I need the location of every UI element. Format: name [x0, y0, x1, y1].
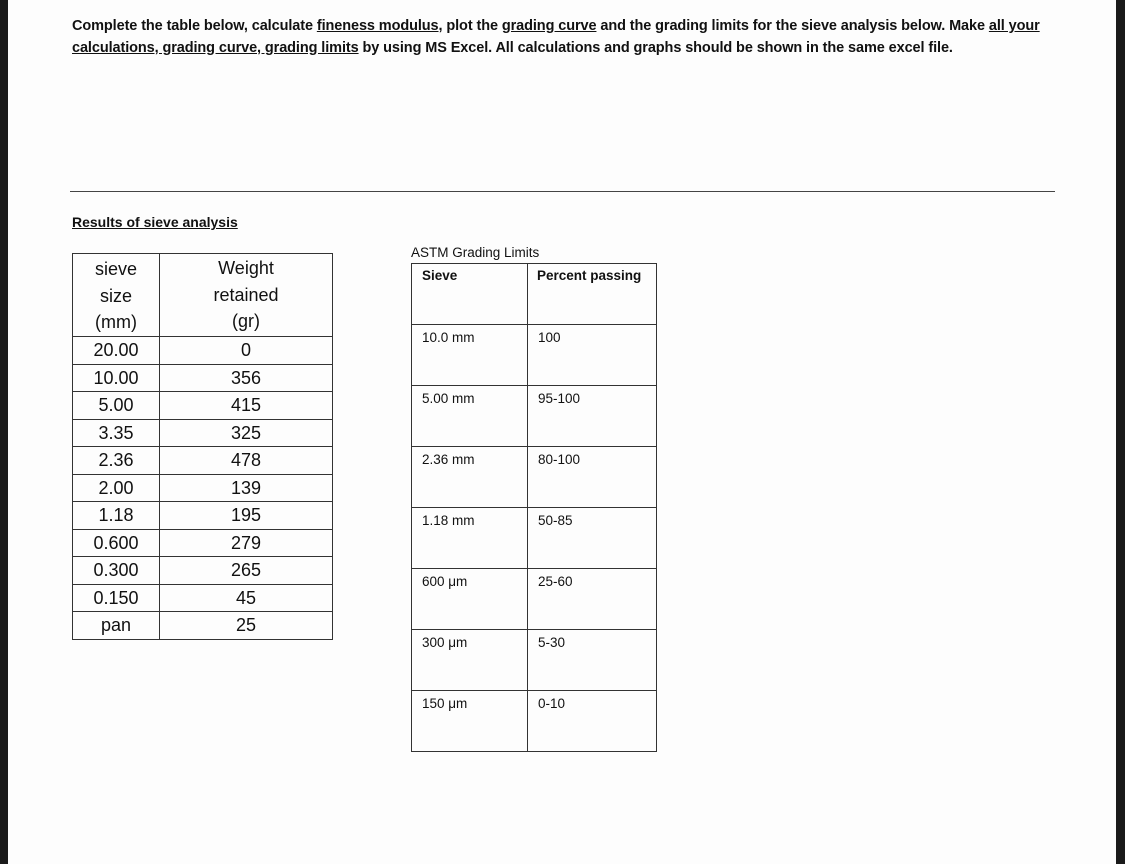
percent-passing-cell: 0-10 — [528, 691, 657, 752]
instructions-text: by using MS Excel. All calculations and graphs should be shown in the same excel file. — [358, 39, 953, 56]
table-row — [73, 557, 333, 585]
sieve-size-cell: 5.00 — [73, 392, 160, 420]
table-row — [73, 612, 333, 640]
horizontal-divider — [70, 191, 1055, 192]
sieve-size-cell: 2.00 — [73, 474, 160, 502]
table-header-row — [412, 264, 657, 325]
instructions-text: and the grading limits for the sieve analysis below. Make — [596, 18, 989, 34]
sieve-cell: 10.0 mm — [412, 325, 528, 386]
percent-passing-cell: 50-85 — [528, 508, 657, 569]
table-header-row — [73, 254, 333, 337]
percent-passing-cell: 25-60 — [528, 569, 657, 630]
weight-cell: 195 — [160, 502, 333, 530]
sieve-size-cell: 2.36 — [73, 447, 160, 475]
percent-passing-cell: 5-30 — [528, 630, 657, 691]
weight-cell: 415 — [160, 392, 333, 420]
instructions-underlined-text: grading curve — [501, 18, 597, 34]
table-row — [73, 392, 333, 420]
weight-cell: 45 — [160, 584, 333, 612]
table-row — [412, 447, 657, 508]
sieve-cell: 600 μm — [412, 569, 528, 630]
sieve-size-cell: 10.00 — [73, 364, 160, 392]
header-line: (mm) — [95, 312, 137, 332]
instructions-paragraph — [72, 16, 1062, 59]
sieve-size-cell: 20.00 — [73, 337, 160, 365]
table-row — [412, 630, 657, 691]
header-line: retained — [213, 284, 279, 305]
table-row — [73, 419, 333, 447]
header-line: (gr) — [232, 311, 260, 331]
header-line: Weight — [218, 258, 274, 278]
sieve-size-cell: 0.600 — [73, 529, 160, 557]
weight-cell: 139 — [160, 474, 333, 502]
table-row — [73, 447, 333, 475]
weight-cell: 0 — [160, 337, 333, 365]
table-row — [73, 337, 333, 365]
percent-passing-cell: 95-100 — [528, 386, 657, 447]
section-title: Results of sieve analysis — [72, 214, 238, 230]
sieve-size-cell: 1.18 — [73, 502, 160, 530]
table-row — [73, 364, 333, 392]
header-sieve: Sieve — [412, 264, 528, 325]
sieve-cell: 5.00 mm — [412, 386, 528, 447]
table-row — [73, 584, 333, 612]
instructions-text: Complete the table below, calculate — [72, 18, 317, 34]
header-line: size — [99, 285, 132, 306]
weight-cell: 279 — [160, 529, 333, 557]
header-percent-passing: Percent passing — [528, 264, 657, 325]
weight-cell: 265 — [160, 557, 333, 585]
instructions-underlined-text: all your calculations, grading curve, grading limits — [72, 18, 1040, 56]
weight-cell: 478 — [160, 447, 333, 475]
table-row — [73, 529, 333, 557]
astm-table-title: ASTM Grading Limits — [411, 245, 540, 260]
sieve-cell: 1.18 mm — [412, 508, 528, 569]
sieve-cell: 150 μm — [412, 691, 528, 752]
percent-passing-cell: 80-100 — [528, 447, 657, 508]
sieve-analysis-table — [72, 253, 333, 640]
table-row — [73, 474, 333, 502]
sieve-size-cell: 0.300 — [73, 557, 160, 585]
astm-grading-limits-table — [411, 263, 657, 752]
table-row — [412, 569, 657, 630]
table-row — [412, 386, 657, 447]
table-row — [412, 325, 657, 386]
sieve-cell: 300 μm — [412, 630, 528, 691]
sieve-size-cell: 3.35 — [73, 419, 160, 447]
table-row — [412, 508, 657, 569]
instructions-text: , plot the — [438, 18, 502, 34]
header-line: sieve — [94, 259, 138, 279]
weight-cell: 25 — [160, 612, 333, 640]
weight-cell: 325 — [160, 419, 333, 447]
percent-passing-cell: 100 — [528, 325, 657, 386]
sieve-size-cell: pan — [73, 612, 160, 640]
sieve-size-cell: 0.150 — [73, 584, 160, 612]
table-row — [73, 502, 333, 530]
header-sieve-size — [73, 254, 160, 337]
header-weight-retained — [160, 254, 333, 337]
instructions-underlined-text: fineness modulus — [316, 18, 439, 34]
document-page — [8, 0, 1116, 864]
sieve-cell: 2.36 mm — [412, 447, 528, 508]
weight-cell: 356 — [160, 364, 333, 392]
table-row — [412, 691, 657, 752]
